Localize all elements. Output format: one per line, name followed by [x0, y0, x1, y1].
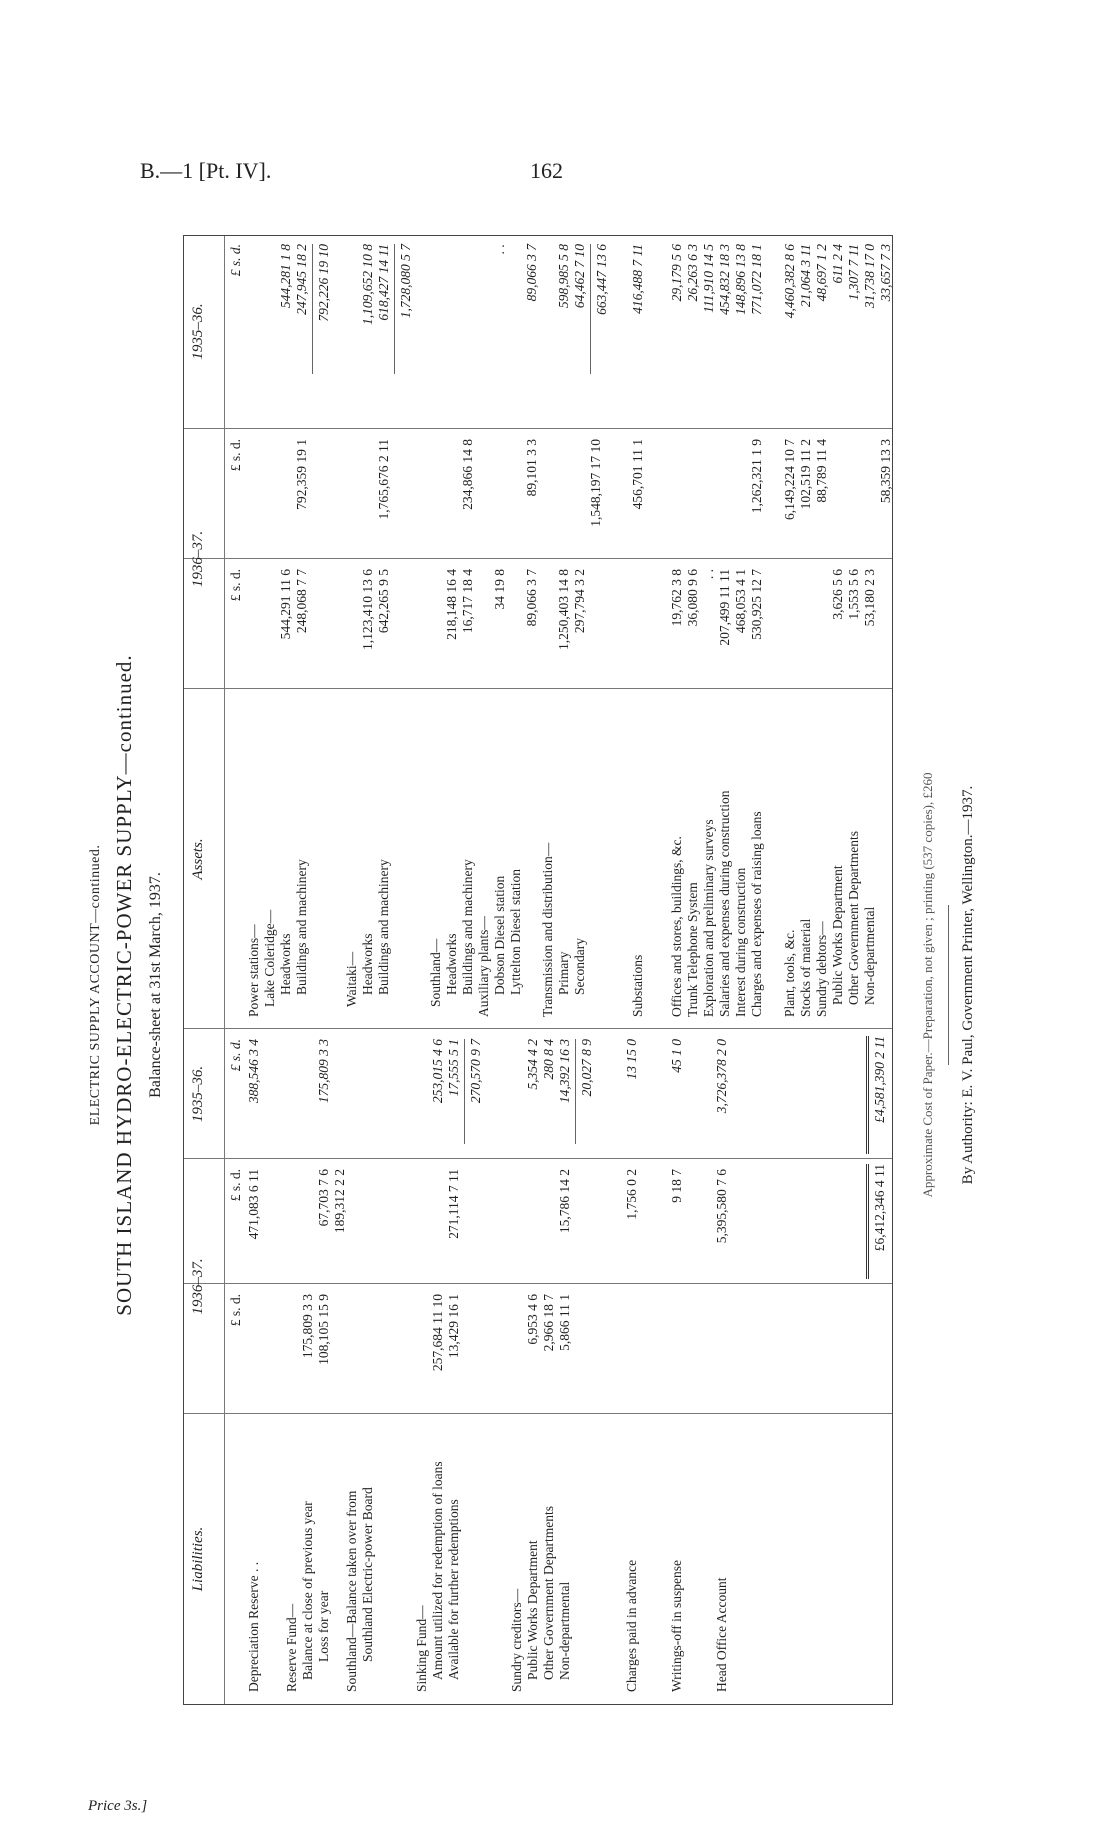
creditor-pwd-1936: 6,953 4 6 — [525, 1294, 540, 1345]
sinking-available-1935: 17,555 5 1 — [446, 1039, 461, 1097]
head-office-label: Head Office Account — [714, 1577, 729, 1692]
establishment-total-1936: 1,262,321 1 9 — [749, 439, 764, 514]
asset-1935-header: 1935–36. — [190, 303, 206, 360]
waitaki-heading: Waitaki— — [344, 951, 359, 1007]
debtors-pwd-1935: 48,697 1 2 — [814, 244, 829, 302]
dobson-1936: 34 19 8 — [492, 569, 507, 610]
charges-advance-1936: 1,756 0 2 — [624, 1169, 639, 1220]
interest-1935: 148,896 13 8 — [733, 244, 748, 315]
liabilities-total-1935: £4,581,390 2 11 — [872, 1036, 887, 1123]
lake-headworks-1935: 544,281 1 8 — [278, 244, 293, 309]
reserve-total-1935: 175,809 3 3 — [316, 1039, 331, 1104]
cost-of-paper-note: Approximate Cost of Paper.—Preparation, not given ; printing (537 copies), £260 — [920, 772, 935, 1198]
waitaki-total-1936: 1,765,676 2 11 — [376, 439, 391, 520]
head-office-1936: 5,395,580 7 6 — [714, 1169, 729, 1244]
lake-buildings-1935: 247,945 18 2 — [294, 244, 309, 315]
sinking-total-1936: 271,114 7 11 — [446, 1169, 461, 1239]
debtor-ogd-label: Other Government Departments — [846, 831, 861, 1005]
lake-coleridge-heading: Lake Coleridge— — [262, 909, 277, 1007]
secondary-label: Secondary — [572, 938, 587, 995]
salaries-1935: 454,832 18 3 — [717, 244, 732, 315]
southland-heading: Southland— — [428, 938, 443, 1007]
trunk-telephone-1935: 26,263 6 3 — [685, 244, 700, 302]
sundry-creditors-heading: Sundry creditors— — [509, 1588, 524, 1692]
offices-label: Offices and stores, buildings, &c. — [669, 836, 684, 1017]
creditor-nd-1935: 14,392 16 3 — [557, 1039, 572, 1104]
plant-label: Plant, tools, &c. — [782, 929, 797, 1017]
stocks-1935: 21,064 3 11 — [798, 244, 813, 308]
substations-1936: 456,701 11 1 — [630, 439, 645, 510]
debtor-ogd-1936: 1,553 5 6 — [846, 569, 861, 620]
salaries-1936: 207,499 11 11 — [717, 569, 732, 646]
sinking-fund-heading: Sinking Fund— — [414, 1605, 429, 1692]
substations-1935: 416,488 7 11 — [630, 244, 645, 314]
debtors-total-1936: 58,359 13 3 — [878, 439, 893, 504]
sinking-available-label: Available for further redemptions — [446, 1499, 461, 1680]
depreciation-label: Depreciation Reserve . . — [246, 1561, 261, 1692]
creditor-nd-label: Non-departmental — [557, 1581, 572, 1680]
supply-title: SOUTH ISLAND HYDRO-ELECTRIC-POWER SUPPLY—continued. — [112, 654, 136, 1316]
creditor-ogd-1936: 2,966 18 7 — [541, 1294, 556, 1352]
sinking-available-1936: 13,429 16 1 — [446, 1294, 461, 1359]
exploration-label: Exploration and preliminary surveys — [701, 819, 716, 1017]
interest-label: Interest during construction — [733, 867, 748, 1017]
charges-advance-1935: 13 15 0 — [624, 1039, 639, 1080]
liab-1935-header: 1935–36. — [190, 1065, 206, 1123]
secondary-1935: 64,462 7 10 — [572, 244, 587, 309]
sinking-amount-1936: 257,684 11 10 — [430, 1294, 445, 1372]
plant-1935: 4,460,382 8 6 — [782, 244, 797, 319]
debtor-nd-label: Non-departmental — [862, 906, 877, 1005]
liabilities-total-1936: £6,412,346 4 11 — [872, 1164, 887, 1252]
waitaki-buildings-1935: 618,427 14 11 — [376, 244, 391, 321]
depreciation-1935: 388,546 3 4 — [246, 1039, 261, 1104]
interest-1936: 468,053 4 1 — [733, 569, 748, 634]
currency-header: £ s. d. — [228, 569, 243, 602]
loan-charges-label: Charges and expenses of raising loans — [749, 811, 764, 1017]
offices-1935: 29,179 5 6 — [669, 244, 684, 302]
southland-label-2: Southland Electric-power Board — [360, 1487, 375, 1662]
page-number: 162 — [530, 158, 563, 183]
lake-headworks-label: Headworks — [278, 933, 293, 995]
debtor-nd2-1935: 31,738 17 0 — [862, 244, 877, 309]
liab-1936-header: 1936–37. — [190, 1258, 206, 1315]
currency-header: £ s. d. — [228, 439, 243, 472]
debtors-total-1935: 33,657 7 3 — [878, 244, 893, 302]
offices-1936: 19,762 3 8 — [669, 569, 684, 627]
debtor-nd-1935: 1,307 7 11 — [846, 244, 861, 301]
exploration-1936: . . — [701, 569, 716, 580]
reserve-loss-label: Loss for year — [316, 1590, 331, 1662]
stocks-label: Stocks of material — [798, 918, 813, 1017]
primary-1936: 1,250,403 14 8 — [556, 569, 571, 650]
printer-authority: By Authority: E. V. Paul, Government Printer, Wellington.—1937. — [960, 785, 976, 1185]
dobson-1935: . . — [492, 244, 507, 255]
salaries-label: Salaries and expenses during construction — [717, 790, 732, 1017]
auxiliary-total-1936: 89,101 3 3 — [524, 439, 539, 497]
reserve-total-1936: 67,703 7 6 — [316, 1169, 331, 1227]
charges-advance-label: Charges paid in advance — [624, 1559, 639, 1692]
southland-total-1936: 234,866 14 8 — [460, 439, 475, 510]
writings-off-1936: 9 18 7 — [669, 1169, 684, 1203]
balance-sheet-title: Balance-sheet at 31st March, 1937. — [147, 872, 164, 1098]
waitaki-headworks-1935: 1,109,652 10 8 — [360, 244, 375, 325]
document-code: B.—1 [Pt. IV]. — [140, 158, 272, 183]
depreciation-1936: 471,083 6 11 — [246, 1169, 261, 1240]
waitaki-headworks-1936: 1,123,410 13 6 — [360, 569, 375, 650]
balance-sheet-table — [183, 235, 893, 1705]
exploration-1935: 111,910 14 5 — [701, 244, 716, 313]
assets-header: Assets. — [190, 838, 206, 880]
transmission-heading: Transmission and distribution— — [540, 842, 555, 1017]
account-title: ELECTRIC SUPPLY ACCOUNT—continued. — [88, 844, 103, 1126]
lake-headworks-1936: 544,291 11 6 — [278, 569, 293, 640]
creditor-ogd-label: Other Government Departments — [541, 1506, 556, 1680]
currency-header: £ s. d. — [228, 1039, 243, 1072]
southland-headworks-1936: 218,148 16 4 — [444, 569, 459, 640]
price-note: Price 3s.] — [88, 1798, 148, 1814]
stocks-1936: 102,519 11 2 — [798, 439, 813, 510]
debtor-pwd-1936: 3,626 5 6 — [830, 569, 845, 620]
lyttelton-1935: 89,066 3 7 — [524, 244, 539, 302]
primary-label: Primary — [556, 951, 571, 995]
creditor-ogd-1935: 280 8 4 — [541, 1039, 556, 1080]
lyttelton-label: Lyttelton Diesel station — [508, 869, 523, 995]
writings-off-1935: 45 1 0 — [669, 1039, 684, 1073]
reserve-balance-label: Balance at close of previous year — [300, 1501, 315, 1680]
waitaki-buildings-1936: 642,265 9 5 — [376, 569, 391, 634]
southland-label-1: Southland—Balance taken over from — [344, 1490, 359, 1692]
creditor-pwd-1935: 5,354 4 2 — [525, 1039, 540, 1090]
southland-buildings-1936: 16,717 18 4 — [460, 569, 475, 634]
debtors-pwd-total-1936: 88,789 11 4 — [814, 439, 829, 503]
currency-header: £ s. d. — [228, 244, 243, 277]
secondary-1936: 297,794 3 2 — [572, 569, 587, 634]
sinking-amount-label: Amount utilized for redemption of loans — [430, 1461, 445, 1680]
liabilities-header: Liabilities. — [190, 1526, 206, 1592]
waitaki-total-1935: 1,728,080 5 7 — [398, 244, 413, 319]
currency-header: £ s. d. — [228, 1169, 243, 1202]
currency-header: £ s. d. — [228, 1294, 243, 1327]
southland-1936: 189,312 2 2 — [332, 1169, 347, 1234]
power-stations-heading: Power stations— — [246, 924, 261, 1017]
transmission-total-1935: 663,447 13 6 — [594, 244, 609, 315]
creditor-pwd-label: Public Works Department — [525, 1540, 540, 1680]
auxiliary-heading: Auxiliary plants— — [476, 916, 491, 1017]
creditors-total-1935: 20,027 8 9 — [579, 1039, 594, 1097]
dobson-label: Dobson Diesel station — [492, 875, 507, 995]
southland-headworks-label: Headworks — [444, 933, 459, 995]
waitaki-buildings-label: Buildings and machinery — [376, 859, 391, 995]
head-office-1935: 3,726,378 2 0 — [714, 1039, 729, 1114]
debtor-pwd-label: Public Works Department — [830, 865, 845, 1005]
lyttelton-1936: 89,066 3 7 — [524, 569, 539, 627]
reserve-loss-1936: 108,105 15 9 — [316, 1294, 331, 1365]
waitaki-headworks-label: Headworks — [360, 933, 375, 995]
writings-off-label: Writings-off in suspense — [669, 1560, 684, 1692]
plant-1936: 6,149,224 10 7 — [782, 439, 797, 520]
lake-total-1936: 792,359 19 1 — [294, 439, 309, 510]
debtor-nd-1936: 53,180 2 3 — [862, 569, 877, 627]
trunk-telephone-1936: 36,080 9 6 — [685, 569, 700, 627]
lake-total-1935: 792,226 19 10 — [316, 244, 331, 322]
debtor-ogd-1935: 611 2 4 — [830, 244, 845, 284]
reserve-fund-heading: Reserve Fund— — [284, 1603, 299, 1692]
primary-1935: 598,985 5 8 — [556, 244, 571, 309]
lake-buildings-1936: 248,068 7 7 — [294, 569, 309, 634]
sundry-debtors-heading: Sundry debtors— — [814, 921, 829, 1017]
rotated-balance-sheet — [88, 205, 976, 1765]
sinking-total-1935: 270,570 9 7 — [468, 1039, 483, 1104]
sinking-amount-1935: 253,015 4 6 — [430, 1039, 445, 1104]
reserve-balance-1936: 175,809 3 3 — [300, 1294, 315, 1359]
substations-label: Substations — [630, 954, 645, 1017]
loan-charges-1936: 530,925 12 7 — [749, 569, 764, 640]
loan-charges-1935: 771,072 18 1 — [749, 244, 764, 315]
creditor-nd-1936: 5,866 11 1 — [557, 1294, 572, 1351]
transmission-total-1936: 1,548,197 17 10 — [588, 439, 603, 527]
asset-1936-header: 1936–37. — [190, 530, 206, 588]
southland-buildings-label: Buildings and machinery — [460, 859, 475, 995]
creditors-total-1936: 15,786 14 2 — [557, 1169, 572, 1234]
lake-buildings-label: Buildings and machinery — [294, 859, 309, 995]
trunk-telephone-label: Trunk Telephone System — [685, 882, 700, 1017]
